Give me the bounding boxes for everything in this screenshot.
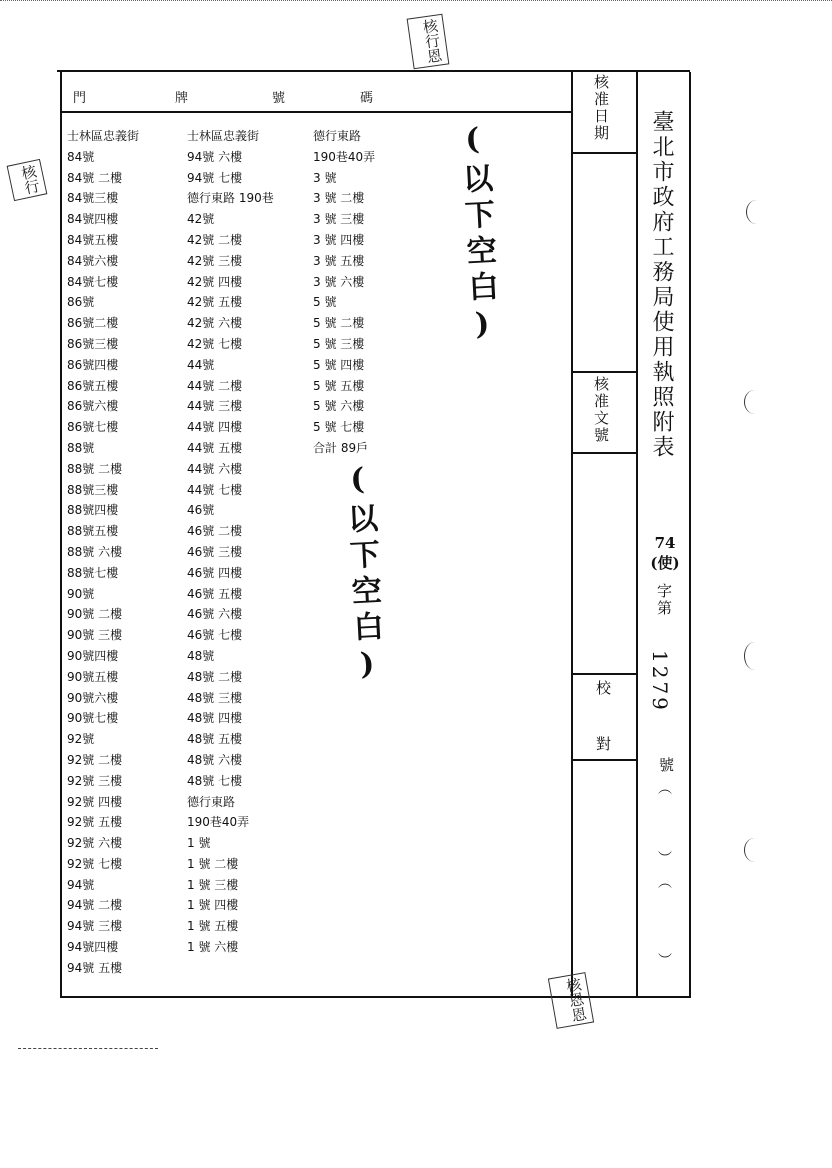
- address-entry: 合計 89戶: [313, 440, 369, 455]
- address-entry: 46號 三樓: [187, 544, 243, 559]
- address-entry: 94號 二樓: [67, 898, 123, 913]
- header-rule: [61, 111, 571, 113]
- address-entry: 士林區忠義街: [67, 129, 140, 143]
- paren-mark-3: ︵: [658, 875, 672, 891]
- address-entry: 86號五樓: [67, 378, 119, 393]
- address-entry: 92號 四樓: [67, 794, 123, 809]
- address-entry: 90號: [67, 586, 95, 601]
- paren-mark-1: ︵: [658, 781, 672, 797]
- scan-mark-top-dots: [0, 0, 832, 5]
- address-entry: 48號: [187, 648, 215, 663]
- address-entry: 84號三樓: [67, 191, 119, 206]
- address-entry: 48號 六樓: [187, 752, 243, 767]
- handwritten-blank-note-1: (以下空白): [454, 121, 501, 349]
- proofread-label-top: 校: [596, 679, 612, 697]
- address-entry: 84號六樓: [67, 253, 119, 268]
- address-entry: 44號 三樓: [187, 399, 243, 414]
- address-column-3: [313, 126, 375, 459]
- address-entry: 94號四樓: [67, 940, 119, 955]
- address-entry: 42號 五樓: [187, 295, 243, 310]
- address-entry: 94號: [67, 877, 95, 892]
- address-entry: 3 號 五樓: [313, 253, 365, 268]
- address-entry: 3 號 二樓: [313, 191, 365, 206]
- permit-number-suffix: 號: [657, 757, 675, 772]
- address-entry: 94號 六樓: [187, 149, 243, 164]
- address-entry: 48號 三樓: [187, 690, 243, 705]
- address-entry: 190巷40弄: [313, 149, 376, 164]
- address-entry: 84號四樓: [67, 212, 119, 227]
- address-entry: 44號 五樓: [187, 440, 243, 455]
- frame-bottom: [61, 996, 690, 998]
- address-entry: 90號五樓: [67, 669, 119, 684]
- address-entry: 90號六樓: [67, 690, 119, 705]
- address-entry: 德行東路: [187, 794, 236, 809]
- address-entry: 92號 七樓: [67, 856, 123, 871]
- address-entry: 44號 四樓: [187, 420, 243, 435]
- header-label-plate: 牌: [175, 91, 189, 106]
- address-entry: 90號四樓: [67, 648, 119, 663]
- address-entry: 92號 五樓: [67, 815, 123, 830]
- address-entry: 1 號 五樓: [187, 919, 239, 934]
- address-entry: 90號 二樓: [67, 607, 123, 622]
- address-entry: 86號六樓: [67, 399, 119, 414]
- address-entry: 5 號 三樓: [313, 336, 365, 351]
- address-entry: 86號七樓: [67, 420, 119, 435]
- address-entry: 88號 二樓: [67, 461, 123, 476]
- address-entry: 48號 五樓: [187, 732, 243, 747]
- address-entry: 德行東路: [313, 129, 362, 143]
- paren-mark-2: ︶: [658, 851, 672, 867]
- address-entry: 42號 六樓: [187, 316, 243, 331]
- paren-mark-4: ︶: [658, 953, 672, 969]
- address-entry: 1 號 三樓: [187, 877, 239, 892]
- address-column-1: [67, 126, 139, 979]
- address-entry: 5 號 六樓: [313, 399, 365, 414]
- address-entry: 48號 二樓: [187, 669, 243, 684]
- address-entry: 42號 四樓: [187, 274, 243, 289]
- panel-rule-3: [572, 452, 636, 454]
- address-entry: 44號 七樓: [187, 482, 243, 497]
- panel-rule-2: [572, 371, 636, 373]
- address-entry: 94號 七樓: [187, 170, 243, 185]
- address-entry: 92號 三樓: [67, 773, 123, 788]
- address-entry: 88號四樓: [67, 503, 119, 518]
- address-entry: 42號 二樓: [187, 232, 243, 247]
- address-entry: 90號七樓: [67, 711, 119, 726]
- address-entry: 3 號: [313, 170, 337, 185]
- address-entry: 1 號 四樓: [187, 898, 239, 913]
- address-entry: 46號: [187, 503, 215, 518]
- address-entry: 42號 七樓: [187, 336, 243, 351]
- stamp-left: 核行: [7, 159, 48, 201]
- address-entry: 5 號 五樓: [313, 378, 365, 393]
- address-entry: 5 號 四樓: [313, 357, 365, 372]
- address-entry: 88號五樓: [67, 524, 119, 539]
- header-label-door: 門: [73, 91, 87, 106]
- permit-year-type: 74(使): [650, 534, 680, 572]
- address-entry: 5 號 七樓: [313, 420, 365, 435]
- address-entry: 42號: [187, 212, 215, 227]
- header-label-number: 號: [272, 91, 286, 106]
- frame-top: [57, 70, 690, 72]
- address-entry: 88號 六樓: [67, 544, 123, 559]
- address-entry: 1 號 二樓: [187, 856, 239, 871]
- panel-rule-5: [572, 759, 636, 761]
- binder-hole-4: [744, 838, 765, 862]
- address-entry: 44號 六樓: [187, 461, 243, 476]
- address-entry: 86號: [67, 295, 95, 310]
- address-entry: 5 號: [313, 295, 337, 310]
- address-entry: 3 號 三樓: [313, 212, 365, 227]
- address-entry: 92號 六樓: [67, 836, 123, 851]
- header-label-code: 碼: [360, 91, 374, 106]
- address-entry: 3 號 六樓: [313, 274, 365, 289]
- address-entry: 46號 二樓: [187, 524, 243, 539]
- frame-panel-divider: [636, 72, 638, 998]
- stamp-bottom: 核恩恩: [548, 972, 594, 1029]
- address-entry: 德行東路 190巷: [187, 191, 274, 206]
- permit-char-label: 字第: [655, 583, 673, 617]
- document-title: 臺北市政府工務局使用執照附表: [649, 110, 674, 460]
- panel-rule-1: [572, 152, 636, 154]
- address-entry: 84號 二樓: [67, 170, 123, 185]
- address-column-2: [187, 126, 274, 958]
- address-entry: 84號: [67, 149, 95, 164]
- scan-mark-bottom-dash: [18, 1048, 158, 1049]
- address-entry: 88號三樓: [67, 482, 119, 497]
- address-entry: 44號 二樓: [187, 378, 243, 393]
- address-entry: 3 號 四樓: [313, 232, 365, 247]
- frame-divider: [571, 72, 573, 998]
- address-entry: 46號 四樓: [187, 565, 243, 580]
- address-entry: 88號: [67, 440, 95, 455]
- frame-left: [60, 72, 62, 998]
- address-entry: 92號: [67, 732, 95, 747]
- stamp-top: 核行恩: [407, 14, 450, 70]
- address-entry: 92號 二樓: [67, 752, 123, 767]
- address-entry: 84號五樓: [67, 232, 119, 247]
- binder-hole-3: [744, 642, 765, 670]
- handwritten-blank-note-2: (以下空白): [339, 461, 386, 689]
- panel-rule-4: [572, 673, 636, 675]
- address-entry: 48號 七樓: [187, 773, 243, 788]
- address-entry: 94號 五樓: [67, 960, 123, 975]
- address-entry: 48號 四樓: [187, 711, 243, 726]
- address-entry: 44號: [187, 357, 215, 372]
- address-entry: 90號 三樓: [67, 628, 123, 643]
- address-entry: 190巷40弄: [187, 815, 250, 830]
- address-entry: 42號 三樓: [187, 253, 243, 268]
- approval-date-label: 核准日期: [592, 74, 610, 142]
- address-entry: 86號三樓: [67, 336, 119, 351]
- address-entry: 5 號 二樓: [313, 316, 365, 331]
- address-entry: 1 號 六樓: [187, 940, 239, 955]
- address-entry: 88號七樓: [67, 565, 119, 580]
- approval-doc-label: 核准文號: [592, 376, 610, 444]
- permit-number: 1279: [648, 650, 672, 713]
- address-entry: 士林區忠義街: [187, 129, 260, 143]
- binder-hole-2: [744, 390, 765, 414]
- address-entry: 86號四樓: [67, 357, 119, 372]
- frame-right: [689, 72, 691, 998]
- address-entry: 86號二樓: [67, 316, 119, 331]
- address-entry: 1 號: [187, 836, 211, 851]
- proofread-label-bottom: 對: [596, 735, 612, 753]
- binder-hole-1: [746, 200, 767, 224]
- address-entry: 46號 七樓: [187, 628, 243, 643]
- address-entry: 94號 三樓: [67, 919, 123, 934]
- address-entry: 46號 六樓: [187, 607, 243, 622]
- address-entry: 46號 五樓: [187, 586, 243, 601]
- address-entry: 84號七樓: [67, 274, 119, 289]
